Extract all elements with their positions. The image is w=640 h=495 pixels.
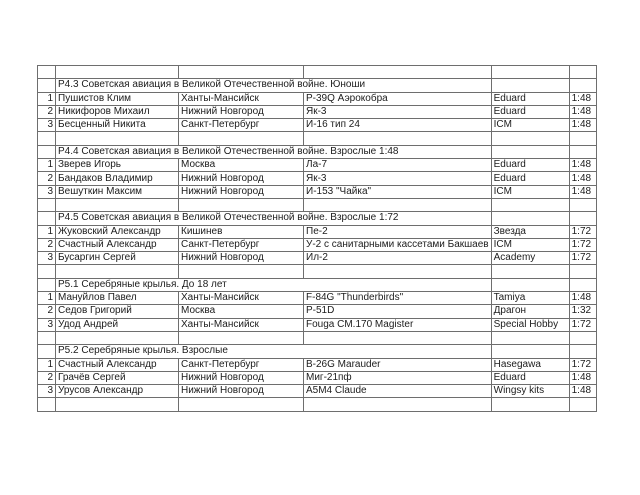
cell-manufacturer — [491, 345, 569, 358]
section-title: Р5.1 Серебряные крылья. До 18 лет — [56, 278, 492, 291]
cell-empty-manufacturer — [491, 198, 569, 211]
cell-name: Урусов Александр — [56, 385, 179, 398]
cell-name: Седов Григорий — [56, 305, 179, 318]
cell-model: B-26G Marauder — [304, 358, 492, 371]
cell-num — [38, 79, 56, 92]
table-row — [38, 252, 597, 265]
cell-scale: 1:48 — [569, 172, 596, 185]
cell-model: P-39Q Аэрокобра — [304, 92, 492, 105]
section-title: Р4.4 Советская авиация в Великой Отечественной войне. Взрослые 1:48 — [56, 145, 492, 158]
cell-model: Миг-21пф — [304, 371, 492, 384]
cell-empty-city — [179, 265, 304, 278]
cell-manufacturer: Eduard — [491, 172, 569, 185]
cell-scale: 1:48 — [569, 371, 596, 384]
cell-name: Пушистов Клим — [56, 92, 179, 105]
cell-scale: 1:48 — [569, 119, 596, 132]
section-title: Р4.5 Советская авиация в Великой Отечественной войне. Взрослые 1:72 — [56, 212, 492, 225]
cell-manufacturer: Tamiya — [491, 292, 569, 305]
spacer-row — [38, 331, 597, 344]
section-header-row — [38, 212, 597, 225]
cell-name: Счастный Александр — [56, 358, 179, 371]
cell-num — [38, 212, 56, 225]
cell-num: 3 — [38, 318, 56, 331]
cell-num: 3 — [38, 119, 56, 132]
cell-city: Нижний Новгород — [179, 385, 304, 398]
cell-manufacturer: Драгон — [491, 305, 569, 318]
cell-empty-name — [56, 132, 179, 145]
cell-manufacturer: Wingsy kits — [491, 385, 569, 398]
cell-city: Санкт-Петербург — [179, 358, 304, 371]
cell-empty-name — [56, 331, 179, 344]
cell-name: Жуковский Александр — [56, 225, 179, 238]
cell-empty-num — [38, 198, 56, 211]
cell-manufacturer: Special Hobby — [491, 318, 569, 331]
cell-empty-city — [179, 66, 304, 79]
cell-manufacturer: Eduard — [491, 159, 569, 172]
spacer-row — [38, 198, 597, 211]
section-header-row — [38, 345, 597, 358]
cell-num: 1 — [38, 92, 56, 105]
cell-name: Бесценный Никита — [56, 119, 179, 132]
table-row — [38, 172, 597, 185]
cell-manufacturer: ICM — [491, 238, 569, 251]
cell-city: Ханты-Мансийск — [179, 92, 304, 105]
cell-empty-num — [38, 66, 56, 79]
cell-name: Бусаргин Сергей — [56, 252, 179, 265]
cell-num — [38, 345, 56, 358]
cell-num: 2 — [38, 105, 56, 118]
cell-num — [38, 278, 56, 291]
cell-num: 3 — [38, 185, 56, 198]
cell-empty-scale — [569, 331, 596, 344]
cell-empty-scale — [569, 265, 596, 278]
cell-city: Нижний Новгород — [179, 371, 304, 384]
cell-model: F-84G "Thunderbirds" — [304, 292, 492, 305]
cell-model: Як-3 — [304, 105, 492, 118]
cell-model: У-2 с санитарными кассетами Бакшаев — [304, 238, 492, 251]
cell-manufacturer — [491, 212, 569, 225]
cell-scale — [569, 79, 596, 92]
section-title: Р5.2 Серебряные крылья. Взрослые — [56, 345, 492, 358]
cell-num: 3 — [38, 385, 56, 398]
cell-empty-model — [304, 132, 492, 145]
cell-scale: 1:72 — [569, 225, 596, 238]
cell-model: P-51D — [304, 305, 492, 318]
table-row — [38, 185, 597, 198]
cell-empty-model — [304, 198, 492, 211]
table-row — [38, 371, 597, 384]
cell-name: Мануйлов Павел — [56, 292, 179, 305]
cell-empty-city — [179, 398, 304, 411]
cell-num: 1 — [38, 358, 56, 371]
cell-city: Санкт-Петербург — [179, 238, 304, 251]
cell-model: И-16 тип 24 — [304, 119, 492, 132]
table-row — [38, 385, 597, 398]
cell-num: 2 — [38, 305, 56, 318]
cell-empty-manufacturer — [491, 398, 569, 411]
cell-scale: 1:48 — [569, 92, 596, 105]
cell-scale: 1:72 — [569, 318, 596, 331]
cell-name: Бандаков Владимир — [56, 172, 179, 185]
cell-num: 2 — [38, 238, 56, 251]
table-row — [38, 358, 597, 371]
spacer-row — [38, 66, 597, 79]
cell-empty-model — [304, 66, 492, 79]
cell-num: 1 — [38, 225, 56, 238]
cell-num — [38, 145, 56, 158]
cell-empty-scale — [569, 66, 596, 79]
cell-scale: 1:48 — [569, 185, 596, 198]
cell-num: 1 — [38, 159, 56, 172]
section-header-row — [38, 79, 597, 92]
cell-city: Москва — [179, 305, 304, 318]
cell-model: Як-3 — [304, 172, 492, 185]
table-row — [38, 92, 597, 105]
cell-city: Санкт-Петербург — [179, 119, 304, 132]
cell-empty-manufacturer — [491, 132, 569, 145]
cell-empty-name — [56, 66, 179, 79]
cell-scale: 1:72 — [569, 252, 596, 265]
cell-scale: 1:72 — [569, 358, 596, 371]
cell-manufacturer — [491, 145, 569, 158]
cell-scale: 1:48 — [569, 385, 596, 398]
cell-scale — [569, 212, 596, 225]
cell-manufacturer — [491, 79, 569, 92]
table-row — [38, 292, 597, 305]
cell-manufacturer: Hasegawa — [491, 358, 569, 371]
cell-model: И-153 "Чайка" — [304, 185, 492, 198]
cell-model: Ил-2 — [304, 252, 492, 265]
cell-num: 3 — [38, 252, 56, 265]
cell-model: Fouga CM.170 Magister — [304, 318, 492, 331]
cell-city: Нижний Новгород — [179, 105, 304, 118]
cell-empty-manufacturer — [491, 331, 569, 344]
spacer-row — [38, 398, 597, 411]
cell-empty-manufacturer — [491, 66, 569, 79]
cell-city: Нижний Новгород — [179, 172, 304, 185]
cell-num: 1 — [38, 292, 56, 305]
cell-scale: 1:48 — [569, 105, 596, 118]
cell-name: Удод Андрей — [56, 318, 179, 331]
cell-model: Пе-2 — [304, 225, 492, 238]
cell-manufacturer: Eduard — [491, 92, 569, 105]
cell-manufacturer: Eduard — [491, 371, 569, 384]
cell-manufacturer: ICM — [491, 119, 569, 132]
cell-scale — [569, 145, 596, 158]
cell-empty-model — [304, 398, 492, 411]
table-row — [38, 318, 597, 331]
cell-name: Вешуткин Максим — [56, 185, 179, 198]
cell-empty-num — [38, 265, 56, 278]
section-header-row — [38, 278, 597, 291]
cell-manufacturer: Звезда — [491, 225, 569, 238]
results-table-body — [38, 66, 597, 412]
cell-city: Кишинев — [179, 225, 304, 238]
results-table — [37, 65, 597, 412]
cell-empty-name — [56, 398, 179, 411]
table-row — [38, 225, 597, 238]
table-row — [38, 159, 597, 172]
cell-name: Грачёв Сергей — [56, 371, 179, 384]
cell-manufacturer: Eduard — [491, 105, 569, 118]
cell-num: 2 — [38, 172, 56, 185]
cell-scale: 1:32 — [569, 305, 596, 318]
cell-empty-city — [179, 198, 304, 211]
spacer-row — [38, 265, 597, 278]
section-title: Р4.3 Советская авиация в Великой Отечественной войне. Юноши — [56, 79, 492, 92]
cell-empty-num — [38, 331, 56, 344]
cell-city: Москва — [179, 159, 304, 172]
cell-empty-city — [179, 331, 304, 344]
cell-name: Счастный Александр — [56, 238, 179, 251]
cell-city: Нижний Новгород — [179, 252, 304, 265]
spacer-row — [38, 132, 597, 145]
cell-name: Зверев Игорь — [56, 159, 179, 172]
cell-empty-num — [38, 132, 56, 145]
cell-scale: 1:48 — [569, 159, 596, 172]
table-row — [38, 119, 597, 132]
table-row — [38, 305, 597, 318]
cell-empty-scale — [569, 198, 596, 211]
cell-manufacturer — [491, 278, 569, 291]
cell-num: 2 — [38, 371, 56, 384]
cell-empty-name — [56, 198, 179, 211]
table-row — [38, 238, 597, 251]
cell-empty-model — [304, 331, 492, 344]
section-header-row — [38, 145, 597, 158]
cell-empty-name — [56, 265, 179, 278]
cell-scale: 1:72 — [569, 238, 596, 251]
cell-manufacturer: Academy — [491, 252, 569, 265]
cell-city: Ханты-Мансийск — [179, 292, 304, 305]
cell-empty-scale — [569, 398, 596, 411]
cell-manufacturer: ICM — [491, 185, 569, 198]
cell-scale — [569, 345, 596, 358]
cell-scale — [569, 278, 596, 291]
cell-scale: 1:48 — [569, 292, 596, 305]
cell-model: Ла-7 — [304, 159, 492, 172]
cell-empty-scale — [569, 132, 596, 145]
cell-empty-city — [179, 132, 304, 145]
cell-name: Никифоров Михаил — [56, 105, 179, 118]
cell-empty-manufacturer — [491, 265, 569, 278]
cell-city: Ханты-Мансийск — [179, 318, 304, 331]
cell-empty-num — [38, 398, 56, 411]
cell-empty-model — [304, 265, 492, 278]
cell-city: Нижний Новгород — [179, 185, 304, 198]
table-row — [38, 105, 597, 118]
cell-model: A5M4 Claude — [304, 385, 492, 398]
